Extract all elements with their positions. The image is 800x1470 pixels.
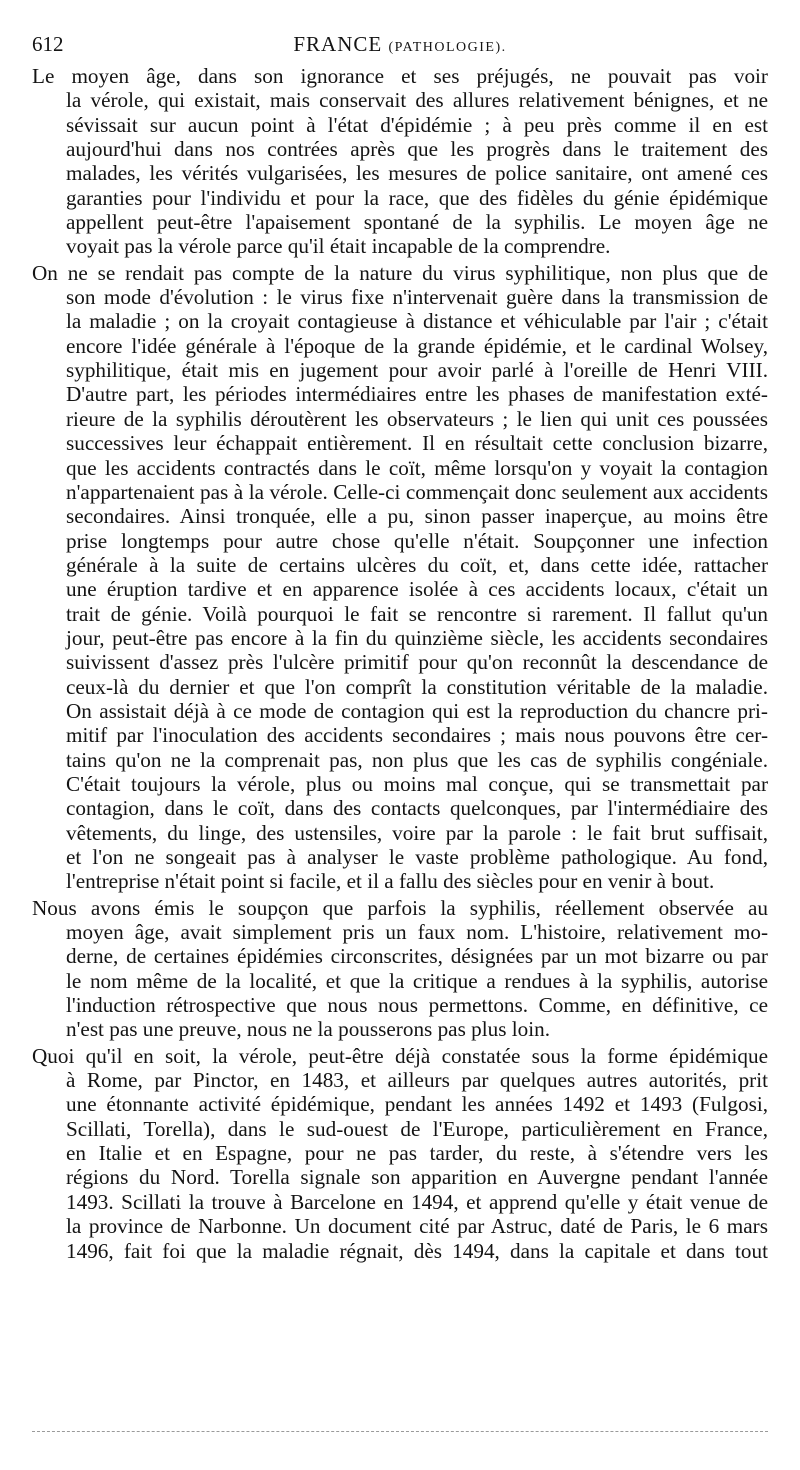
- body-text: [32, 64, 768, 1265]
- text-line: Quoi qu'il en soit, la vérole, peut-être déjà constatée sous la forme épidémique: [32, 1043, 768, 1068]
- page-header: [32, 29, 768, 59]
- paragraph: [32, 261, 768, 894]
- text-line: que les accidents contractés dans le coït, même lorsqu'on y voyait la contagion: [66, 455, 768, 480]
- text-line: trait de génie. Voilà pourquoi le fait se rencontre si rarement. Il fallut qu'un: [66, 601, 768, 626]
- running-head-title: FRANCE: [293, 32, 383, 56]
- text-line: régions du Nord. Torella signale son apparition en Auvergne pendant l'année: [66, 1165, 768, 1190]
- text-line: vêtements, du linge, des ustensiles, voire par la parole : le fait brut suffisait,: [66, 820, 768, 845]
- text-line: contagion, dans le coït, dans des contacts quelconques, par l'intermédiaire des: [66, 796, 768, 821]
- text-line: malades, les vérités vulgarisées, les mesures de police sanitaire, ont amené ces: [66, 161, 768, 186]
- text-line: aujourd'hui dans nos contrées après que les progrès dans le traitement des: [66, 137, 768, 162]
- text-line: en Italie et en Espagne, pour ne pas tarder, du reste, à s'étendre vers les: [66, 1141, 768, 1166]
- text-line: tains qu'on ne la comprenait pas, non plus que les cas de syphilis congéniale.: [66, 747, 768, 772]
- text-line: suivissent d'assez près l'ulcère primitif pour qu'on reconnût la descendance de: [66, 650, 768, 675]
- text-line: On assistait déjà à ce mode de contagion qui est la reproduction du chancre pri-: [66, 698, 768, 723]
- text-line: rieure de la syphilis déroutèrent les observateurs ; le lien qui unit ces poussées: [66, 406, 768, 431]
- text-line: derne, de certaines épidémies circonscrites, désignées par un mot bizarre ou par: [66, 944, 768, 969]
- text-line: n'appartenaient pas à la vérole. Celle-ci commençait donc seulement aux accidents: [66, 479, 768, 504]
- text-line: D'autre part, les périodes intermédiaires entre les phases de manifestation exté-: [66, 382, 768, 407]
- text-line: C'était toujours la vérole, plus ou moins mal conçue, qui se transmettait par: [66, 771, 768, 796]
- text-line: encore l'idée générale à l'époque de la grande épidémie, et le cardinal Wolsey,: [66, 333, 768, 358]
- text-line: Nous avons émis le soupçon que parfois la syphilis, réellement observée au: [32, 895, 768, 920]
- text-line: n'est pas une preuve, nous ne la pousserons pas plus loin.: [66, 1017, 550, 1042]
- text-line: jour, peut-être pas encore à la fin du quinzième siècle, les accidents secondaires: [66, 625, 768, 650]
- text-line: la vérole, qui existait, mais conservait des allures relativement bénignes, et ne: [66, 88, 768, 113]
- text-line: sévissait sur aucun point à l'état d'épidémie ; à peu près comme il en est: [66, 112, 768, 137]
- text-line: On ne se rendait pas compte de la nature du virus syphilitique, non plus que de: [32, 260, 768, 285]
- text-line: moyen âge, avait simplement pris un faux nom. L'histoire, relativement mo-: [66, 920, 768, 945]
- page-number: 612: [32, 32, 64, 56]
- text-line: garanties pour l'individu et pour la race, que des fidèles du génie épidémique: [66, 185, 768, 210]
- text-line: générale à la suite de certains ulcères du coït, et, dans cette idée, rattacher: [66, 552, 768, 577]
- running-head-subtitle: (PATHOLOGIE).: [388, 40, 507, 55]
- running-head: [32, 29, 768, 63]
- text-line: la maladie ; on la croyait contagieuse à distance et véhiculable par l'air ; c'était: [66, 309, 768, 334]
- paragraph: [32, 64, 768, 259]
- text-line: syphilitique, était mis en jugement pour avoir parlé à l'oreille de Henri VIII.: [66, 358, 768, 383]
- text-line: voyait pas la vérole parce qu'il était incapable de la comprendre.: [66, 234, 611, 259]
- text-line: prise longtemps pour autre chose qu'elle n'était. Soupçonner une infection: [66, 528, 768, 553]
- text-line: mitif par l'inoculation des accidents secondaires ; mais nous pouvons être cer-: [66, 723, 768, 748]
- text-line: son mode d'évolution : le virus fixe n'intervenait guère dans la transmission de: [66, 285, 768, 310]
- text-line: appellent peut-être l'apaisement spontané de la syphilis. Le moyen âge ne: [66, 210, 768, 235]
- text-line: une étonnante activité épidémique, pendant les années 1492 et 1493 (Fulgosi,: [66, 1092, 768, 1117]
- text-line: et l'on ne songeait pas à analyser le vaste problème pathologique. Au fond,: [66, 845, 768, 869]
- text-line: secondaires. Ainsi tronquée, elle a pu, sinon passer inaperçue, au moins être: [66, 504, 768, 529]
- text-line: 1496, fait foi que la maladie régnait, dès 1494, dans la capitale et dans tout: [66, 1238, 768, 1263]
- text-line: Le moyen âge, dans son ignorance et ses préjugés, ne pouvait pas voir: [32, 64, 768, 88]
- text-line: une éruption tardive et en apparence isolée à ces accidents locaux, c'était un: [66, 577, 768, 602]
- text-line: Scillati, Torella), dans le sud-ouest de l'Europe, particulièrement en France,: [66, 1116, 768, 1141]
- paragraph: [32, 896, 768, 1042]
- text-line: le nom même de la localité, et que la critique a rendues à la syphilis, autorise: [66, 968, 768, 993]
- text-line: ceux-là du dernier et que l'on comprît la constitution véritable de la maladie.: [66, 674, 768, 699]
- text-line: l'entreprise n'était point si facile, et il a fallu des siècles pour en venir à bout.: [66, 869, 715, 894]
- text-line: successives leur échappait entièrement. Il en résultait cette conclusion bizarre,: [66, 431, 768, 456]
- text-line: l'induction rétrospective que nous nous permettons. Comme, en définitive, ce: [66, 993, 768, 1018]
- paragraph: [32, 1044, 768, 1263]
- text-line: la province de Narbonne. Un document cité par Astruc, daté de Paris, le 6 mars: [66, 1214, 768, 1239]
- footer-rule: [32, 1431, 768, 1432]
- text-line: 1493. Scillati la trouve à Barcelone en 1494, et apprend qu'elle y était venue de: [66, 1189, 768, 1214]
- text-line: à Rome, par Pinctor, en 1483, et ailleurs par quelques autres autorités, prit: [66, 1068, 768, 1093]
